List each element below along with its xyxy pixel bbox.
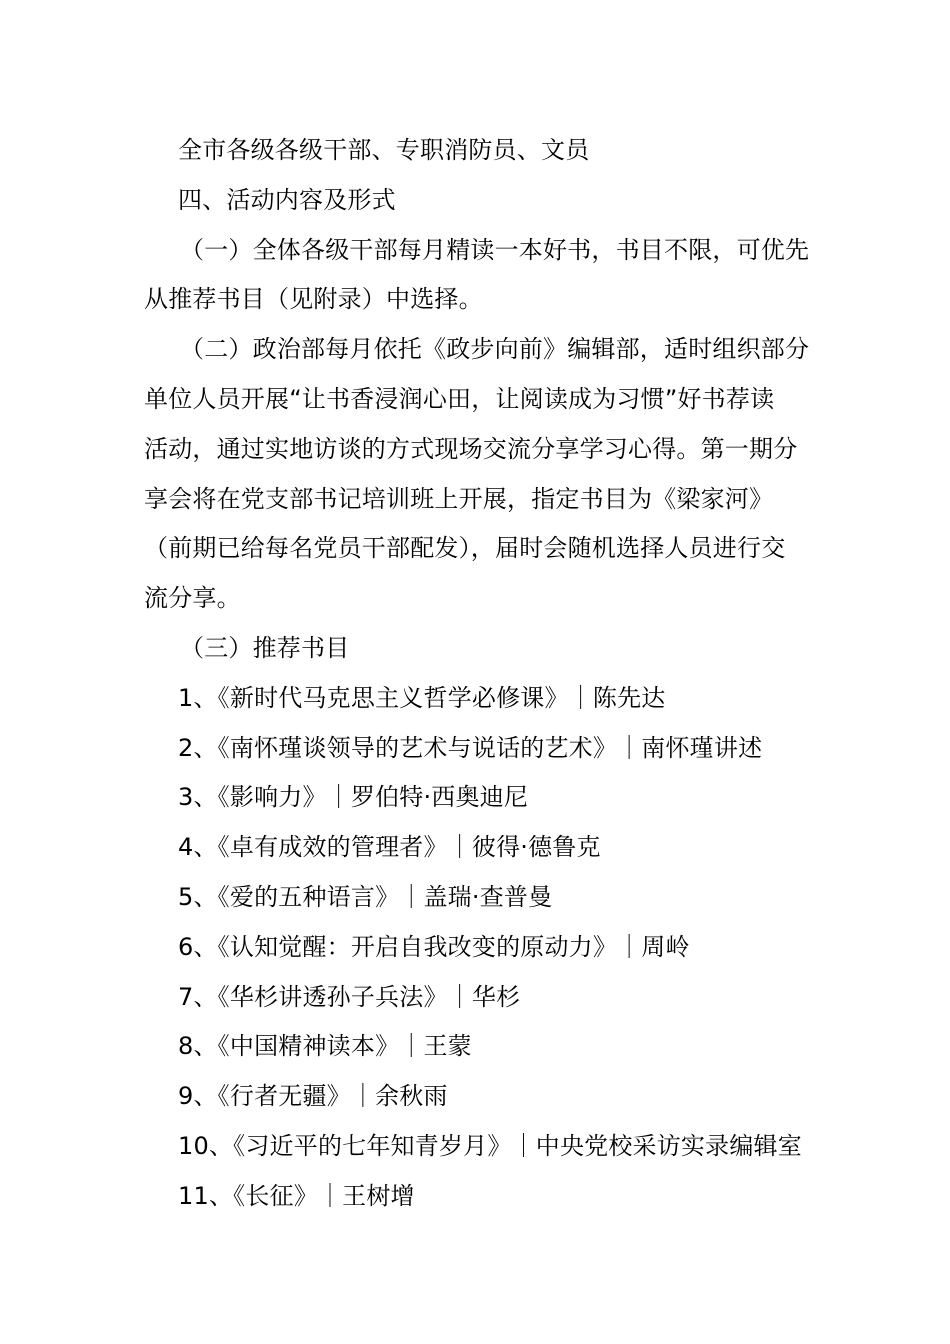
book-list <box>144 674 806 1222</box>
document-body <box>144 126 810 1222</box>
item-two-line-3: 活动，通过实地访谈的方式现场交流分享学习心得。第一期分 <box>144 434 798 463</box>
list-item: 10、《习近平的七年知青岁月》｜中央党校采访实录编辑室 <box>178 1131 802 1160</box>
list-item: 8、《中国精神读本》｜王蒙 <box>178 1032 472 1061</box>
participants-line: 全市各级各级干部、专职消防员、文员 <box>178 136 590 164</box>
list-item: 11、《长征》｜王树增 <box>178 1181 415 1210</box>
item-two-line-1: （二）政治部每月依托《政步向前》编辑部，适时组织部分 <box>180 335 810 364</box>
list-item: 2、《南怀瑾谈领导的艺术与说话的艺术》｜南怀瑾讲述 <box>178 733 763 762</box>
item-one-line-1: （一）全体各级干部每月精读一本好书，书目不限，可优先 <box>180 235 810 264</box>
list-item: 9、《行者无疆》｜余秋雨 <box>178 1082 448 1111</box>
list-item: 5、《爱的五种语言》｜盖瑞·查普曼 <box>178 882 553 911</box>
list-item: 7、《华杉讲透孙子兵法》｜华杉 <box>178 982 521 1011</box>
list-item: 3、《影响力》｜罗伯特·西奥迪尼 <box>178 783 529 812</box>
list-item: 4、《卓有成效的管理者》｜彼得·德鲁克 <box>178 833 601 862</box>
list-item: 6、《认知觉醒：开启自我改变的原动力》｜周岭 <box>178 932 690 961</box>
item-two-line-5: （前期已给每名党员干部配发），届时会随机选择人员进行交 <box>144 534 786 563</box>
section-four-heading: 四、活动内容及形式 <box>178 185 396 214</box>
item-one-line-2: 从推荐书目（见附录）中选择。 <box>144 285 483 314</box>
list-item: 1、《新时代马克思主义哲学必修课》｜陈先达 <box>178 683 666 712</box>
item-three-heading: （三）推荐书目 <box>180 633 350 662</box>
item-two-line-6: 流分享。 <box>144 584 241 613</box>
item-two-line-2: 单位人员开展“让书香浸润心田，让阅读成为习惯”好书荐读 <box>144 384 775 413</box>
item-one-paragraph <box>144 226 810 326</box>
item-two-line-4: 享会将在党支部书记培训班上开展，指定书目为《梁家河》 <box>144 484 774 513</box>
item-two-paragraph <box>144 325 810 624</box>
